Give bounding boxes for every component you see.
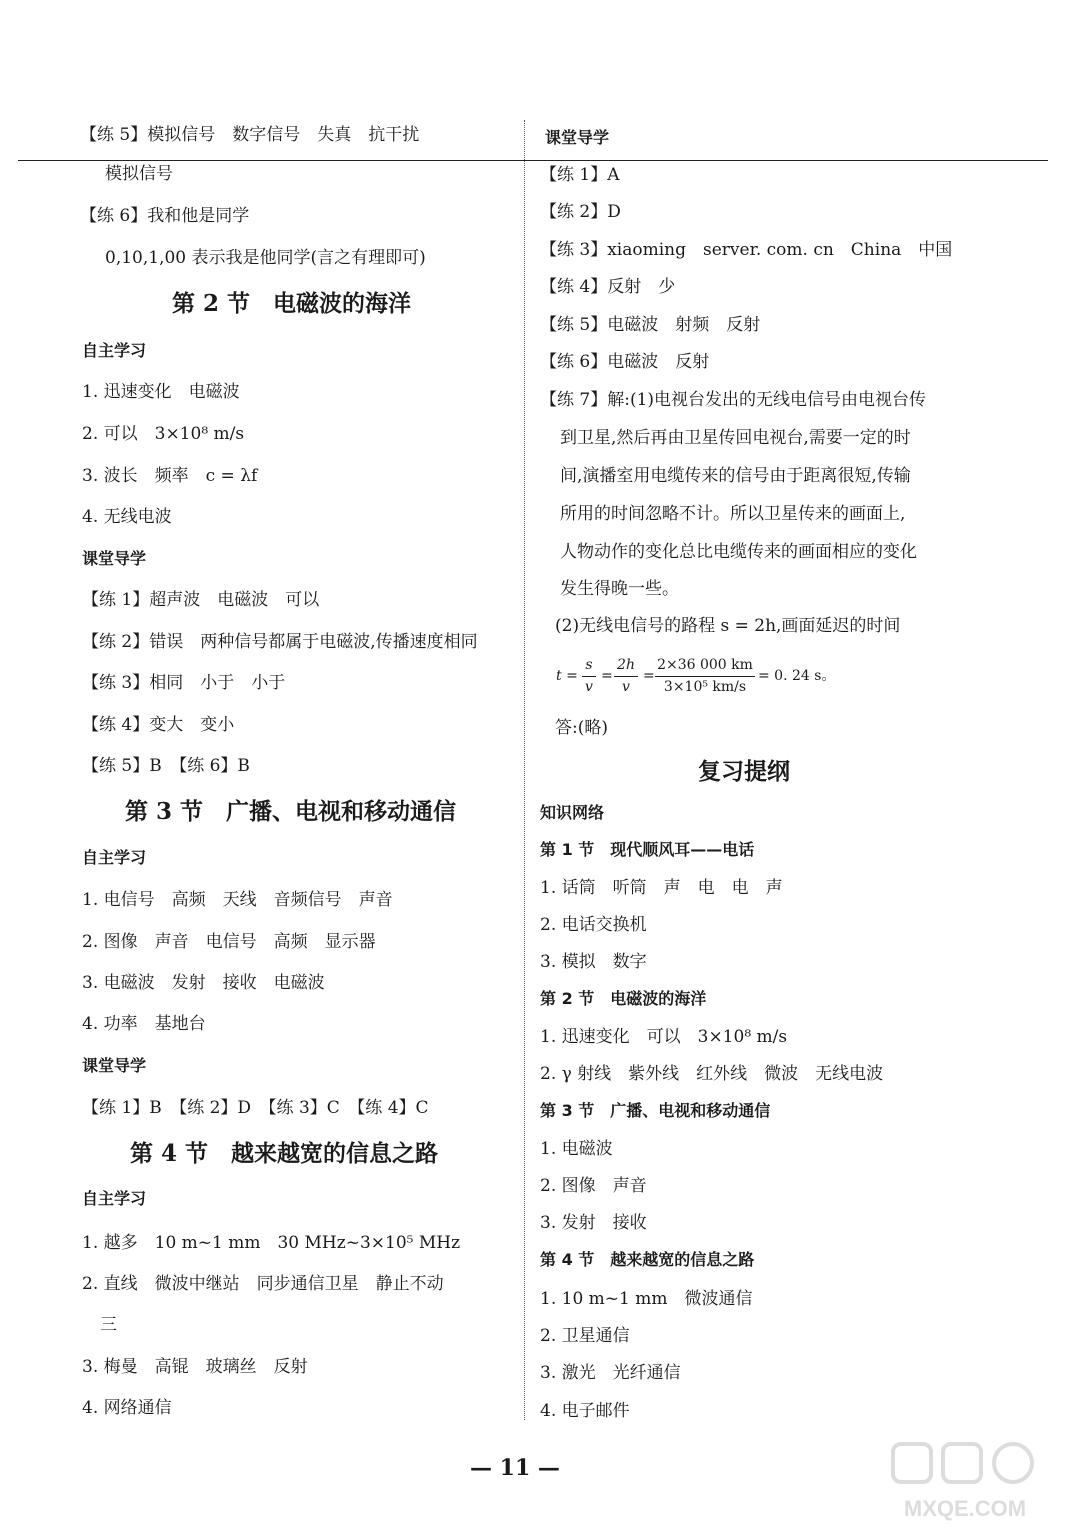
answer-line: 2. 图像 声音 xyxy=(540,1176,647,1196)
subsection-heading: 自主学习 xyxy=(82,341,147,360)
subsection-heading: 知识网络 xyxy=(540,803,605,822)
answer-line: 【练 1】超声波 电磁波 可以 xyxy=(82,590,320,610)
fraction-bar xyxy=(655,676,755,677)
answer-line: 到卫星,然后再由卫星传回电视台,需要一定的时 xyxy=(560,428,911,448)
eq-denominator: v xyxy=(622,679,630,695)
answer-line: 【练 5】电磁波 射频 反射 xyxy=(540,315,761,335)
answer-line: 【练 3】相同 小于 小于 xyxy=(82,673,286,693)
answer-line: 所用的时间忽略不计。所以卫星传来的画面上, xyxy=(560,504,906,524)
answer-line: 【练 3】xiaoming server. com. cn China 中国 xyxy=(540,240,953,260)
answer-line: 4. 功率 基地台 xyxy=(82,1014,206,1034)
answer-line: 3. 梅曼 高锟 玻璃丝 反射 xyxy=(82,1357,308,1377)
subsection-heading: 自主学习 xyxy=(82,848,147,867)
answer-line: 1. 电磁波 xyxy=(540,1139,613,1159)
answer-line: 间,演播室用电缆传来的信号由于距离很短,传输 xyxy=(560,466,911,486)
answer-line: 3. 激光 光纤通信 xyxy=(540,1363,681,1383)
answer-line: 【练 4】反射 少 xyxy=(540,277,676,297)
section-title: 第 4 节 越来越宽的信息之路 xyxy=(130,1140,439,1167)
eq-t: t = xyxy=(556,668,578,684)
answer-line: 人物动作的变化总比电缆传来的画面相应的变化 xyxy=(560,542,917,562)
answer-line: 1. 越多 10 m~1 mm 30 MHz~3×10⁵ MHz xyxy=(82,1233,461,1253)
answer-line: 【练 6】电磁波 反射 xyxy=(540,352,710,372)
answer-line: 3. 电磁波 发射 接收 电磁波 xyxy=(82,973,325,993)
answer-line: 2. 电话交换机 xyxy=(540,915,647,935)
outline-section: 第 3 节 广播、电视和移动通信 xyxy=(540,1101,771,1120)
answer-line: 发生得晚一些。 xyxy=(560,579,679,599)
subsection-heading: 课堂导学 xyxy=(545,128,610,147)
answer-line: 模拟信号 xyxy=(105,164,173,184)
answer-line: 1. 话筒 听筒 声 电 电 声 xyxy=(540,878,783,898)
fraction-bar xyxy=(614,676,638,677)
answer-line: 2. 卫星通信 xyxy=(540,1326,630,1346)
subsection-heading: 课堂导学 xyxy=(82,549,147,568)
outline-section: 第 1 节 现代顺风耳——电话 xyxy=(540,840,755,859)
answer-line: 2. γ 射线 紫外线 红外线 微波 无线电波 xyxy=(540,1064,884,1084)
answer-line: 0,10,1,00 表示我是他同学(言之有理即可) xyxy=(105,248,426,268)
eq-denominator: v xyxy=(585,679,593,695)
eq-numerator: 2h xyxy=(617,657,635,673)
answer-line: 3. 模拟 数字 xyxy=(540,952,647,972)
subsection-heading: 课堂导学 xyxy=(82,1056,147,1075)
answer-line: 4. 网络通信 xyxy=(82,1398,172,1418)
answer-line: 【练 6】我和他是同学 xyxy=(80,206,250,226)
answer-line: 4. 电子邮件 xyxy=(540,1401,630,1421)
eq-numerator: s xyxy=(585,657,593,673)
answer-line: 4. 无线电波 xyxy=(82,507,172,527)
answer-line: (2)无线电信号的路程 s = 2h,画面延迟的时间 xyxy=(555,616,901,636)
answer-line: 【练 7】解:(1)电视台发出的无线电信号由电视台传 xyxy=(540,390,927,410)
answer-line: 1. 迅速变化 可以 3×10⁸ m/s xyxy=(540,1027,788,1047)
answer-line: 【练 2】D xyxy=(540,202,621,222)
answer-line: 2. 图像 声音 电信号 高频 显示器 xyxy=(82,932,376,952)
answer-line: 三 xyxy=(100,1315,117,1335)
answer-line: 1. 迅速变化 电磁波 xyxy=(82,382,240,402)
section-title: 复习提纲 xyxy=(698,758,790,785)
outline-section: 第 2 节 电磁波的海洋 xyxy=(540,989,707,1008)
answer-line: 【练 4】变大 变小 xyxy=(82,715,235,735)
eq-result: = 0. 24 s。 xyxy=(758,668,836,684)
answer-line: 2. 直线 微波中继站 同步通信卫星 静止不动 xyxy=(82,1274,444,1294)
answer-line: 1. 电信号 高频 天线 音频信号 声音 xyxy=(82,890,393,910)
section-title: 第 2 节 电磁波的海洋 xyxy=(172,290,412,317)
column-divider xyxy=(524,120,525,1420)
page-number: — 11 — xyxy=(470,1455,560,1481)
watermark-logo xyxy=(885,1440,1045,1525)
outline-section: 第 4 节 越来越宽的信息之路 xyxy=(540,1250,755,1269)
watermark-text: MXQE.COM xyxy=(903,1496,1027,1521)
eq-equals: = xyxy=(601,668,613,684)
answer-line: 3. 波长 频率 c = λf xyxy=(82,466,258,486)
subsection-heading: 自主学习 xyxy=(82,1189,147,1208)
eq-equals: = xyxy=(643,668,655,684)
eq-denominator: 3×10⁵ km/s xyxy=(663,679,747,695)
answer-line: 【练 2】错误 两种信号都属于电磁波,传播速度相同 xyxy=(82,632,478,652)
section-title: 第 3 节 广播、电视和移动通信 xyxy=(125,798,457,825)
answer-line: 3. 发射 接收 xyxy=(540,1213,647,1233)
header-rule xyxy=(18,160,1048,161)
eq-numerator: 2×36 000 km xyxy=(657,657,753,673)
answer-line: 【练 1】B 【练 2】D 【练 3】C 【练 4】C xyxy=(82,1098,429,1118)
answer-line: 答:(略) xyxy=(555,718,608,738)
answer-line: 1. 10 m~1 mm 微波通信 xyxy=(540,1289,753,1309)
answer-line: 【练 5】模拟信号 数字信号 失真 抗干扰 xyxy=(80,125,420,145)
fraction-bar xyxy=(582,676,596,677)
answer-line: 2. 可以 3×10⁸ m/s xyxy=(82,424,245,444)
answer-line: 【练 1】A xyxy=(540,165,620,185)
answer-line: 【练 5】B 【练 6】B xyxy=(82,756,250,776)
